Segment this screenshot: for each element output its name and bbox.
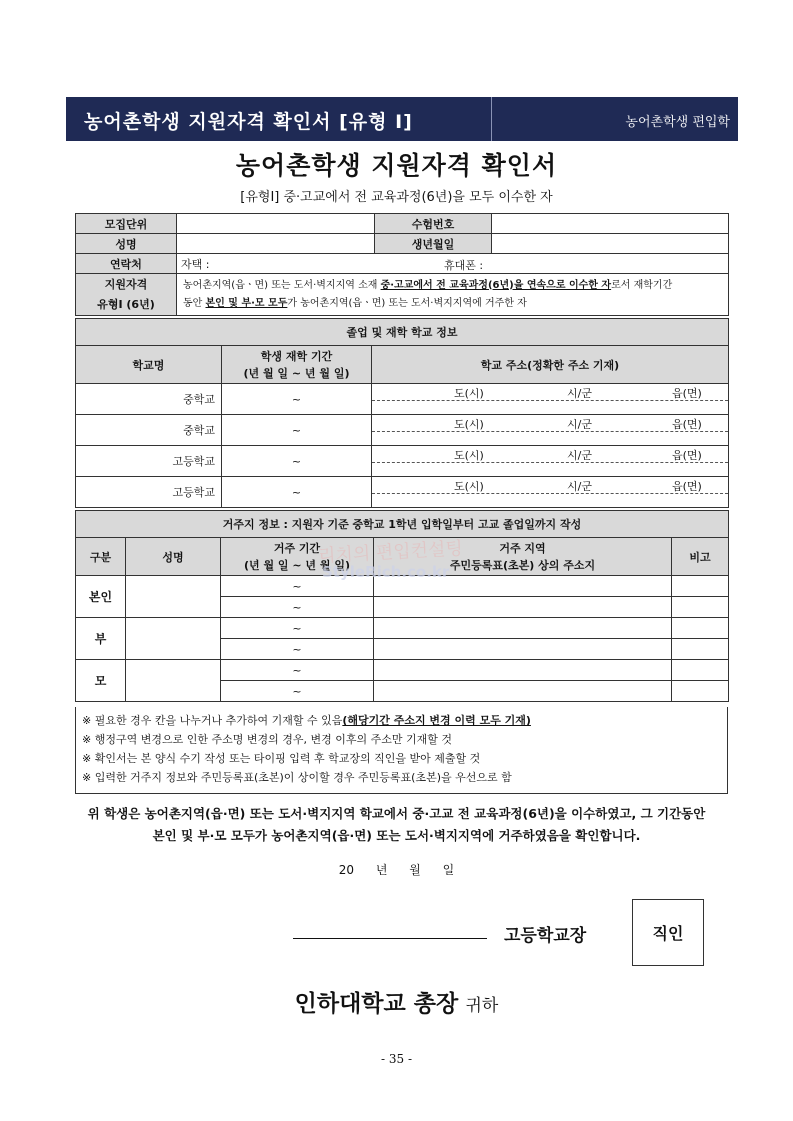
addr-eup: 읍(면) [672,387,702,400]
residence-region-header-2: 주민등록표(초본) 상의 주소지 [449,558,596,572]
school-period-field[interactable]: ~ [222,446,372,477]
note-1 [82,711,721,730]
header-category: 농어촌학생 편입학 [625,115,730,130]
name-label: 성명 [76,234,177,254]
residence-period-field[interactable]: ~ [221,576,374,597]
date-line: 20 년 월 일 [338,863,455,877]
qualification-text [177,274,729,316]
school-name: 고등학교 [76,446,222,477]
residence-note-field[interactable] [672,576,729,597]
residence-period-field[interactable]: ~ [221,597,374,618]
residence-row [76,618,729,639]
birth-label: 생년월일 [375,234,492,254]
residence-row [76,576,729,597]
school-period-field[interactable]: ~ [222,415,372,446]
document-subtitle: [유형Ⅰ] 중·고교에서 전 교육과정(6년)을 모두 이수한 자 [240,190,553,205]
note-3: ※ 확인서는 본 양식 수기 작성 또는 타이핑 입력 후 학교장의 직인을 받아 제출할 것 [82,752,481,765]
qual-text-2: 로서 재학기간 [611,279,673,291]
addr-si: 시/군 [567,449,592,462]
contact-label: 연락처 [76,254,177,274]
stamp-box[interactable] [632,899,704,966]
qual-text-3: 동안 [183,297,206,309]
residence-region-field[interactable] [374,597,672,618]
residence-note-field[interactable] [672,639,729,660]
qual-text-4: 가 농어촌지역(읍ㆍ면) 또는 도서·벽지지역에 거주한 자 [287,297,527,309]
school-period-header [222,346,372,384]
qualification-label-1: 지원자격 [104,277,148,291]
school-period-field[interactable]: ~ [222,477,372,508]
residence-period-field[interactable]: ~ [221,639,374,660]
addr-eup: 읍(면) [672,418,702,431]
school-name-header: 학교명 [76,346,222,384]
residence-section-title: 거주지 정보 : 지원자 기준 중학교 1학년 입학일부터 고교 졸업일까지 작성 [76,511,729,538]
school-period-header-1: 학생 재학 기간 [260,349,333,363]
school-name: 중학교 [76,384,222,415]
residence-period-header-2: (년 월 일 ~ 년 월 일) [243,558,350,572]
address-line [372,446,728,463]
residence-note-header: 비고 [672,538,729,576]
note-2: ※ 행정구역 변경으로 인한 주소명 변경의 경우, 변경 이후의 주소만 기재할 것 [82,733,452,746]
school-address-field[interactable] [372,415,729,446]
recipient [0,985,793,1018]
stamp-label: 직인 [652,924,684,943]
header-bar [66,97,738,141]
addr-si: 시/군 [567,387,592,400]
school-period-header-2: (년 월 일 ~ 년 월 일) [243,366,350,380]
residence-region-field[interactable] [374,618,672,639]
address-line [372,415,728,432]
exam-no-label: 수험번호 [375,214,492,234]
school-address-field[interactable] [372,384,729,415]
address-line [372,384,728,401]
residence-region-header-1: 거주 지역 [499,541,546,555]
residence-period-header-1: 거주 기간 [273,541,321,555]
confirmation-line-1: 위 학생은 농어촌지역(읍·면) 또는 도서·벽지지역 학교에서 중·고교 전 교육과정(6년)을 이수하였고, 그 기간동안 [87,806,706,821]
residence-region-header [374,538,672,576]
confirmation-statement [0,803,793,847]
school-name: 고등학교 [76,477,222,508]
school-row [76,415,729,446]
addr-do: 도(시) [454,418,484,431]
note-1-emphasis: (해당기간 주소지 변경 이력 모두 기재) [342,714,531,727]
watermark-url: StyleRich.co.kr [322,563,450,581]
note-4: ※ 입력한 거주지 정보와 주민등록표(초본)이 상이할 경우 주민등록표(초본)을 우선으로 함 [82,771,512,784]
residence-period-header [221,538,374,576]
residence-row [76,660,729,681]
school-address-field[interactable] [372,446,729,477]
residence-note-field[interactable] [672,660,729,681]
note-1-text: ※ 필요한 경우 칸을 나누거나 추가하여 기재할 수 있음 [82,714,343,727]
school-row [76,446,729,477]
residence-region-field[interactable] [374,576,672,597]
residence-type: 모 [76,660,126,702]
residence-type-header: 구분 [76,538,126,576]
school-name: 중학교 [76,415,222,446]
recipient-suffix: 귀하 [465,996,499,1016]
addr-eup: 읍(면) [672,480,702,493]
residence-period-field[interactable]: ~ [221,618,374,639]
name-field[interactable] [177,234,375,254]
header-divider [491,97,492,141]
school-row [76,384,729,415]
addr-eup: 읍(면) [672,449,702,462]
page-number: - 35 - [380,1052,412,1066]
residence-note-field[interactable] [672,597,729,618]
residence-info-table [75,510,729,702]
principal-label: 고등학교장 [504,926,587,946]
school-address-field[interactable] [372,477,729,508]
residence-region-field[interactable] [374,639,672,660]
addr-do: 도(시) [454,480,484,493]
school-period-field[interactable]: ~ [222,384,372,415]
home-phone-label: 자택 : [181,257,210,271]
school-info-table [75,318,729,508]
residence-period-field[interactable]: ~ [221,681,374,702]
document-title: 농어촌학생 지원자격 확인서 [235,151,558,180]
qual-text-emphasis-1: 중·고교에서 전 교육과정(6년)을 연속으로 이수한 자 [380,279,612,291]
residence-type: 부 [76,618,126,660]
address-line [372,477,728,494]
addr-si: 시/군 [567,480,592,493]
exam-no-field[interactable] [492,214,729,234]
qualification-label-2: 유형Ⅰ (6년) [97,297,155,311]
addr-do: 도(시) [454,387,484,400]
signature-line[interactable] [293,938,487,939]
header-title: 농어촌학생 지원자격 확인서 [유형 Ⅰ] [84,111,413,133]
notes-box [75,707,728,794]
birth-field[interactable] [492,234,729,254]
residence-name-field[interactable] [126,660,221,702]
addr-do: 도(시) [454,449,484,462]
unit-label: 모집단위 [76,214,177,234]
watermark-text: 리치의 편입컨설팅 [317,538,464,567]
addr-si: 시/군 [567,418,592,431]
confirmation-line-2: 본인 및 부·모 모두가 농어촌지역(읍·면) 또는 도서·벽지지역에 거주하였음을 확인합니다. [152,828,641,843]
contact-field[interactable] [177,254,729,274]
residence-name-field[interactable] [126,576,221,618]
recipient-name: 인하대학교 총장 [294,991,459,1017]
residence-name-field[interactable] [126,618,221,660]
residence-note-field[interactable] [672,618,729,639]
qual-text-1: 농어촌지역(읍ㆍ면) 또는 도서·벽지지역 소재 [183,279,381,291]
mobile-label: 휴대폰 : [444,259,484,272]
qualification-label [76,274,177,316]
residence-note-field[interactable] [672,681,729,702]
residence-type: 본인 [76,576,126,618]
residence-period-field[interactable]: ~ [221,660,374,681]
school-address-header: 학교 주소(정확한 주소 기재) [372,346,729,384]
residence-name-header: 성명 [126,538,221,576]
unit-field[interactable] [177,214,375,234]
qual-text-emphasis-2: 본인 및 부·모 모두 [205,297,288,309]
residence-region-field[interactable] [374,660,672,681]
school-row [76,477,729,508]
residence-region-field[interactable] [374,681,672,702]
applicant-info-table [75,213,729,316]
school-section-title: 졸업 및 재학 학교 정보 [76,319,729,346]
